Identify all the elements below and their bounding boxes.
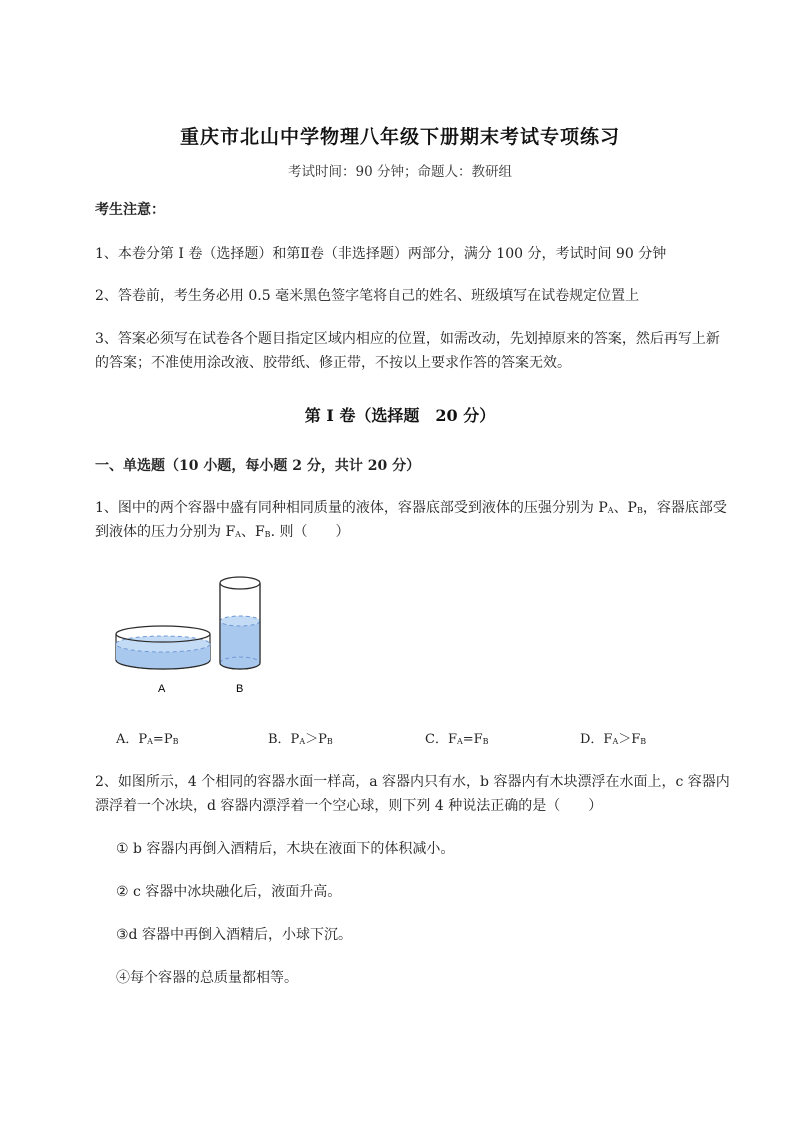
page-title: 重庆市北山中学物理八年级下册期末考试专项练习 xyxy=(179,126,620,148)
subscript-b: B xyxy=(326,737,333,746)
notice-heading: 考生注意： xyxy=(95,202,165,218)
notice-item-3-line-1: 3、答案必须写在试卷各个题目指定区域内相应的位置，如需改动，先划掉原来的答案，然后再写上新 xyxy=(95,331,720,347)
statement-3: ③d 容器中再倒入酒精后，小球下沉。 xyxy=(116,927,352,943)
question-1-line-2 xyxy=(95,520,349,547)
option-b[interactable] xyxy=(268,728,333,754)
option-c-text: C．F xyxy=(425,732,457,747)
subscript-a: A xyxy=(607,506,614,515)
subscript-b: B xyxy=(172,737,179,746)
question-2-line-2: 漂浮着一个冰块，d 容器内漂浮着一个空心球，则下列 4 种说法正确的是（ ） xyxy=(95,798,603,814)
containers-figure xyxy=(108,572,278,707)
container-b xyxy=(220,577,260,669)
part-heading: 一、单选题（10 小题，每小题 2 分，共计 20 分） xyxy=(95,458,421,474)
notice-item-3-line-2: 的答案；不准使用涂改液、胶带纸、修正带，不按以上要求作答的答案无效。 xyxy=(95,355,571,371)
subscript-a: A xyxy=(612,737,619,746)
subscript-a: A xyxy=(456,737,463,746)
option-c[interactable] xyxy=(425,728,489,754)
statement-2: ② c 容器中冰块融化后，液面升高。 xyxy=(116,884,342,900)
statement-4: ④每个容器的总质量都相等。 xyxy=(116,970,298,986)
statement-1: ① b 容器内再倒入酒精后，木块在液面下的体积减小。 xyxy=(116,841,455,857)
subscript-a: A xyxy=(147,737,153,746)
figure-label-a: A xyxy=(158,683,166,695)
subscript-a: A xyxy=(235,530,241,539)
exam-info: 考试时间：90 分钟；命题人：教研组 xyxy=(288,164,512,180)
subscript-b: B xyxy=(636,506,643,515)
option-a-relation: =P xyxy=(152,732,173,747)
subscript-a: A xyxy=(299,737,306,746)
option-a[interactable] xyxy=(116,728,178,754)
figure-label-b: B xyxy=(236,683,244,695)
q1-text-end: ，容器底部受 xyxy=(642,500,727,516)
question-2-line-1: 2、如图所示，4 个相同的容器水面一样高，a 容器内只有水，b 容器内有木块漂浮在水面上，c 容器内 xyxy=(95,774,730,790)
option-d[interactable] xyxy=(580,728,646,754)
q1-text-2: 到液体的压力分别为 F xyxy=(95,524,236,540)
section-title: 第 I 卷（选择题 20 分） xyxy=(304,406,496,425)
q1-text: 1、图中的两个容器中盛有同种相同质量的液体，容器底部受到液体的压强分别为 P xyxy=(95,500,608,516)
option-c-relation: =F xyxy=(462,732,483,747)
notice-item-2: 2、答卷前，考生务必用 0.5 毫米黑色签字笔将自己的姓名、班级填写在试卷规定位置上 xyxy=(95,288,640,304)
subscript-b: B xyxy=(640,737,647,746)
q1-separator-2: 、F xyxy=(240,524,265,540)
notice-item-1: 1、本卷分第 I 卷（选择题）和第Ⅱ卷（非选择题）两部分，满分 100 分，考试时间 90 分钟 xyxy=(95,246,667,262)
subscript-b: B xyxy=(264,530,271,539)
question-1-line-1 xyxy=(95,496,727,523)
option-d-text: D．F xyxy=(580,732,613,747)
q1-separator: 、P xyxy=(613,500,637,516)
option-b-relation: ＞P xyxy=(305,732,327,747)
container-a xyxy=(116,626,210,669)
option-a-text: A．P xyxy=(116,732,148,747)
q1-text-2-end: . 则（ ） xyxy=(270,524,350,540)
option-b-text: B．P xyxy=(268,732,300,747)
subscript-b: B xyxy=(482,737,489,746)
option-d-relation: ＞F xyxy=(618,732,641,747)
